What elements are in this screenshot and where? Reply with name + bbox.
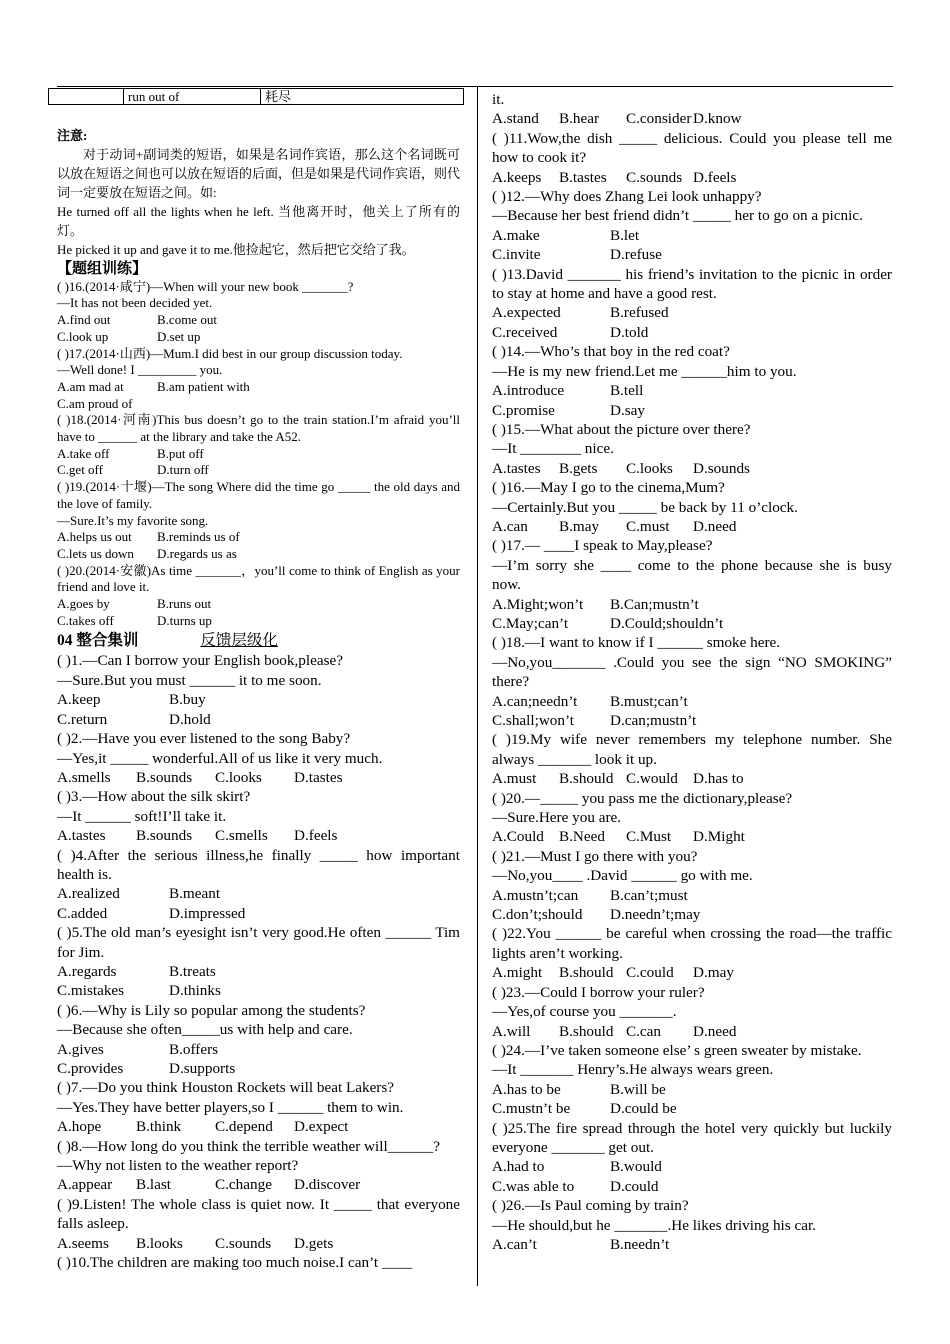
- question-text: —Because her best friend didn’t _____ her to go on a picnic.: [492, 207, 863, 225]
- question-text: ( )19.My wife never remembers my telephone number. She always _______ look it up.: [492, 731, 892, 768]
- answer-option: D.set up: [157, 328, 201, 344]
- question-item: [492, 789, 892, 847]
- option-row: [57, 312, 460, 329]
- answer-option: A.goes by: [57, 596, 110, 612]
- question-item: [57, 787, 460, 845]
- answer-option: B.will be: [610, 1080, 666, 1098]
- option-row: [57, 379, 460, 396]
- answer-option: A.appear: [57, 1176, 113, 1194]
- answer-option: A.tastes: [57, 827, 106, 845]
- question-item: [57, 729, 460, 787]
- answer-option: C.May;can’t: [492, 614, 569, 632]
- answer-option: C.must: [626, 517, 670, 535]
- question-text: ( )14.—Who’s that boy in the red coat?: [492, 343, 730, 361]
- note-body: 对于动词+副词类的短语，如果是名词作宾语，那么这个名词既可以放在短语之间也可以放在短语的后面，但是如果是代词作宾语，则代词一定要放在短语之间。如:: [57, 146, 461, 200]
- answer-option: B.last: [136, 1176, 172, 1194]
- answer-option: B.buy: [169, 691, 206, 709]
- question-text: ( )10.The children are making too much noise.I can’t ____: [57, 1254, 413, 1272]
- question-item: [492, 1119, 892, 1197]
- question-text: —Sure.It’s my favorite song.: [57, 512, 209, 528]
- option-row: [57, 546, 460, 563]
- answer-option: C.get off: [57, 462, 103, 478]
- answer-option: B.should: [559, 1022, 614, 1040]
- question-item: [57, 563, 460, 630]
- answer-option: D.know: [693, 110, 742, 128]
- question-text: —Because she often_____us with help and care.: [57, 1021, 353, 1039]
- answer-option: C.was able to: [492, 1177, 575, 1195]
- question-text: ( )5.The old man’s eyesight isn’t very good.He often ______ Tim for Jim.: [57, 924, 460, 961]
- option-row: [492, 459, 892, 478]
- question-text: ( )19.(2014·十堰)—The song Where did the time go _____ the old days and the love of family.: [57, 479, 460, 511]
- question-item: [492, 265, 892, 343]
- answer-option: D.refuse: [610, 246, 662, 264]
- question-item: [57, 412, 460, 479]
- option-row: [492, 827, 892, 846]
- answer-option: A.can: [492, 517, 528, 535]
- vocab-cell-en: run out of: [124, 89, 261, 105]
- option-row: [57, 329, 460, 346]
- option-row: [492, 1157, 892, 1176]
- answer-option: D.say: [610, 401, 646, 419]
- option-row: [57, 981, 460, 1000]
- question-text: ( )17.(2014·山西)—Mum.I did best in our group discussion today.: [57, 345, 403, 361]
- option-row: [57, 1234, 460, 1253]
- question-text: —Certainly.But you _____ be back by 11 o’clock.: [492, 498, 798, 516]
- answer-option: A.has to be: [492, 1080, 561, 1098]
- answer-option: D.turns up: [157, 612, 212, 628]
- vocab-cell-zh: 耗尽: [261, 89, 464, 105]
- option-row: [492, 1022, 892, 1041]
- answer-option: D.Might: [693, 828, 745, 846]
- question-text: ( )18.—I want to know if I ______ smoke here.: [492, 634, 781, 652]
- answer-option: D.supports: [169, 1060, 236, 1077]
- answer-option: D.can;mustn’t: [610, 712, 697, 729]
- answer-option: D.expect: [294, 1118, 349, 1136]
- group-question-list: [57, 279, 460, 630]
- answer-option: C.takes off: [57, 612, 114, 628]
- answer-option: B.Can;mustn’t: [610, 595, 699, 613]
- question-text: —Sure.But you must ______ it to me soon.: [57, 671, 322, 689]
- answer-option: B.think: [136, 1118, 182, 1136]
- answer-option: C.sounds: [215, 1234, 272, 1252]
- answer-option: D.has to: [693, 770, 744, 788]
- question-text: —Yes.They have better players,so I ______ them to win.: [57, 1098, 404, 1116]
- question-item: [492, 924, 892, 982]
- answer-option: B.gets: [559, 459, 598, 477]
- option-row: [57, 396, 460, 413]
- answer-option: A.keep: [57, 691, 101, 709]
- question-text: ( )11.Wow,the dish _____ delicious. Could you please tell me how to cook it?: [492, 129, 892, 167]
- option-row: [492, 245, 892, 264]
- answer-option: C.sounds: [626, 168, 683, 186]
- note-example-1: He turned off all the lights when he left. 当他离开时，他关上了所有的灯。: [57, 203, 460, 238]
- option-row: [492, 1099, 892, 1118]
- option-row: [57, 710, 460, 729]
- answer-option: B.looks: [136, 1234, 183, 1252]
- option-row: [57, 1117, 460, 1136]
- option-row: [492, 168, 892, 187]
- answer-option: A.hope: [57, 1118, 102, 1136]
- answer-option: B.put off: [157, 445, 204, 461]
- answer-option: D.told: [610, 323, 649, 341]
- answer-option: B.runs out: [157, 596, 212, 612]
- question-text: ( )26.—Is Paul coming by train?: [492, 1197, 689, 1215]
- option-row: [492, 323, 892, 342]
- answer-option: A.am mad at: [57, 378, 124, 394]
- answer-option: B.should: [559, 964, 614, 982]
- right-question-list: [492, 90, 892, 1254]
- question-text: —It _______ Henry’s.He always wears green.: [492, 1061, 774, 1079]
- answer-option: A.realized: [57, 885, 120, 903]
- answer-option: B.refused: [610, 304, 669, 322]
- question-text: ( )21.—Must I go there with you?: [492, 847, 698, 865]
- answer-option: C.would: [626, 770, 678, 788]
- answer-option: D.sounds: [693, 459, 750, 477]
- answer-option: C.added: [57, 904, 108, 922]
- answer-option: B.needn’t: [610, 1235, 670, 1253]
- answer-option: C.mustn’t be: [492, 1100, 571, 1118]
- answer-option: A.take off: [57, 445, 110, 461]
- question-text: —Well done! I _________ you.: [57, 362, 223, 378]
- answer-option: C.am proud of: [57, 395, 133, 411]
- answer-option: B.Need: [559, 828, 605, 846]
- answer-option: B.sounds: [136, 827, 193, 845]
- option-row: [492, 614, 892, 633]
- question-text: —I’m sorry she ____ come to the phone because she is busy now.: [492, 556, 892, 594]
- answer-option: D.feels: [294, 827, 338, 845]
- question-text: —It has not been decided yet.: [57, 295, 213, 311]
- answer-option: B.can’t;must: [610, 886, 688, 904]
- option-row: [492, 109, 892, 128]
- option-row: [492, 769, 892, 788]
- option-row: [57, 1059, 460, 1078]
- answer-option: C.return: [57, 710, 108, 728]
- question-item: [57, 923, 460, 1001]
- option-row: [492, 1235, 892, 1254]
- option-row: [492, 692, 892, 711]
- answer-option: A.might: [492, 964, 543, 982]
- option-row: [492, 595, 892, 614]
- question-item: [57, 346, 460, 413]
- answer-option: A.expected: [492, 304, 561, 322]
- answer-option: C.could: [626, 964, 674, 982]
- question-item: [57, 1078, 460, 1136]
- answer-option: C.looks: [215, 768, 262, 786]
- question-text: ( )17.— ____I speak to May,please?: [492, 537, 713, 555]
- answer-option: A.find out: [57, 312, 111, 328]
- answer-option: D.turn off: [157, 462, 209, 478]
- option-row: [492, 711, 892, 730]
- question-text: ( )13.David _______ his friend’s invitation to the picnic in order to stay at home and have a good rest.: [492, 265, 892, 303]
- answer-option: B.treats: [169, 962, 216, 980]
- question-text: ( )4.After the serious illness,he finally _____ how important health is.: [57, 846, 460, 883]
- answer-option: B.meant: [169, 885, 221, 903]
- option-row: [57, 446, 460, 463]
- option-row: [492, 226, 892, 245]
- answer-option: D.tastes: [294, 768, 343, 786]
- question-item: [492, 1041, 892, 1119]
- left-column: [57, 90, 460, 1272]
- answer-option: A.must: [492, 770, 537, 788]
- answer-option: A.introduce: [492, 382, 565, 400]
- question-text: ( )20.(2014·安徽)As time _______，you’ll come to think of English as your friend and love it.: [57, 562, 460, 595]
- answer-option: A.Might;won’t: [492, 595, 584, 613]
- answer-option: C.depend: [215, 1118, 273, 1136]
- section2-title: 04 整合集训: [57, 632, 139, 650]
- answer-option: A.gives: [57, 1040, 104, 1058]
- question-text: ( )22.You ______ be careful when crossing the road—the traffic lights aren’t working.: [492, 925, 892, 962]
- answer-option: B.tastes: [559, 168, 607, 186]
- question-item: [57, 1137, 460, 1195]
- question-text: ( )1.—Can I borrow your English book,please?: [57, 652, 343, 670]
- section-title-integrated: [57, 631, 460, 651]
- question-item: [492, 478, 892, 536]
- answer-option: C.can: [626, 1022, 662, 1040]
- answer-option: B.let: [610, 226, 640, 244]
- answer-option: A.seems: [57, 1234, 109, 1252]
- section2-feedback: 反馈层级化: [200, 632, 278, 650]
- answer-option: B.come out: [157, 312, 217, 328]
- question-item: [57, 651, 460, 729]
- answer-option: D.regards us as: [157, 545, 237, 561]
- top-rule: [57, 86, 893, 87]
- answer-option: B.hear: [559, 110, 600, 128]
- option-row: [57, 904, 460, 923]
- answer-option: A.had to: [492, 1158, 545, 1176]
- question-text: ( )24.—I’ve taken someone else’ s green sweater by mistake.: [492, 1041, 862, 1059]
- question-text: ( )3.—How about the silk skirt?: [57, 788, 251, 806]
- question-text: ( )18.(2014·河南)This bus doesn’t go to the train station.I’m afraid you’ll have to ______ at the library and take the A52.: [57, 412, 460, 445]
- option-row: [57, 529, 460, 546]
- option-row: [492, 1080, 892, 1099]
- answer-option: B.sounds: [136, 768, 193, 786]
- answer-option: D.thinks: [169, 982, 221, 1000]
- answer-option: A.stand: [492, 110, 539, 128]
- answer-option: C.lets us down: [57, 545, 134, 561]
- answer-option: B.must;can’t: [610, 692, 688, 710]
- question-text: ( )16.(2014·咸宁)—When will your new book _______?: [57, 278, 354, 294]
- question-item: [492, 187, 892, 265]
- answer-option: C.provides: [57, 1060, 124, 1077]
- answer-option: A.mustn’t;can: [492, 886, 579, 904]
- answer-option: D.discover: [294, 1176, 361, 1194]
- answer-option: A.can’t: [492, 1235, 537, 1253]
- question-item: [492, 633, 892, 730]
- question-text: ( )23.—Could I borrow your ruler?: [492, 983, 705, 1001]
- answer-option: C.change: [215, 1176, 272, 1194]
- answer-option: C.received: [492, 323, 558, 341]
- question-text: —Yes,of course you _______.: [492, 1003, 677, 1021]
- answer-option: B.should: [559, 770, 614, 788]
- question-text: ( )8.—How long do you think the terrible weather will______?: [57, 1137, 440, 1155]
- question-item: [57, 1001, 460, 1079]
- question-text: —It ______ soft!I’ll take it.: [57, 807, 227, 825]
- answer-option: C.mistakes: [57, 982, 125, 1000]
- question-text: —He should,but he _______.He likes driving his car.: [492, 1216, 816, 1234]
- question-item: [492, 129, 892, 187]
- question-item: [492, 847, 892, 925]
- answer-option: A.tastes: [492, 459, 541, 477]
- option-row: [492, 886, 892, 905]
- option-row: [57, 884, 460, 903]
- question-text: —It ________ nice.: [492, 440, 614, 458]
- note-example-2: He picked it up and gave it to me.他捡起它，然后把它交给了我。: [57, 241, 415, 257]
- answer-option: D.may: [693, 964, 734, 982]
- note-block: [57, 128, 460, 259]
- option-row: [57, 768, 460, 787]
- option-row: [57, 1175, 460, 1194]
- section-title-group-training: 【题组训练】: [57, 260, 148, 277]
- question-text: ( )12.—Why does Zhang Lei look unhappy?: [492, 188, 762, 206]
- question-item: [57, 846, 460, 924]
- question-item: [492, 90, 892, 129]
- question-item: [57, 1253, 460, 1272]
- answer-option: D.gets: [294, 1234, 334, 1252]
- question-text: ( )20.—_____ you pass me the dictionary,please?: [492, 789, 793, 807]
- answer-option: B.reminds us of: [157, 529, 240, 545]
- answer-option: A.smells: [57, 768, 111, 786]
- option-row: [57, 826, 460, 845]
- column-divider: [477, 86, 478, 1286]
- answer-option: C.looks: [626, 459, 673, 477]
- question-item: [57, 279, 460, 346]
- answer-option: C.don’t;should: [492, 906, 583, 924]
- answer-option: D.could: [610, 1177, 659, 1195]
- option-row: [57, 596, 460, 613]
- answer-option: C.look up: [57, 328, 109, 344]
- answer-option: D.needn’t;may: [610, 906, 701, 924]
- question-text: ( )9.Listen! The whole class is quiet now. It _____ that everyone falls asleep.: [57, 1195, 460, 1233]
- option-row: [492, 1177, 892, 1196]
- option-row: [57, 1040, 460, 1059]
- option-row: [492, 381, 892, 400]
- question-item: [492, 420, 892, 478]
- answer-option: C.invite: [492, 246, 541, 264]
- answer-option: C.shall;won’t: [492, 712, 574, 729]
- option-row: [492, 401, 892, 420]
- note-title: 注意:: [57, 128, 88, 143]
- question-text: —Why not listen to the weather report?: [57, 1157, 299, 1175]
- question-text: ( )7.—Do you think Houston Rockets will beat Lakers?: [57, 1079, 395, 1097]
- option-row: [57, 962, 460, 981]
- answer-option: B.tell: [610, 382, 644, 400]
- answer-option: A.make: [492, 226, 540, 244]
- question-text: ( )15.—What about the picture over there?: [492, 420, 751, 438]
- answer-option: B.may: [559, 517, 600, 535]
- option-row: [57, 690, 460, 709]
- question-item: [492, 342, 892, 420]
- answer-option: D.feels: [693, 168, 737, 186]
- question-item: [57, 479, 460, 563]
- option-row: [492, 905, 892, 924]
- option-row: [57, 613, 460, 630]
- question-item: [57, 1195, 460, 1253]
- answer-option: A.keeps: [492, 168, 542, 186]
- answer-option: C.promise: [492, 401, 555, 419]
- option-row: [492, 963, 892, 982]
- question-item: [492, 536, 892, 633]
- answer-option: A.Could: [492, 828, 544, 846]
- question-text: —No,you____ .David ______ go with me.: [492, 867, 753, 885]
- question-text: it.: [492, 91, 505, 108]
- option-row: [492, 517, 892, 536]
- question-text: —No,you_______ .Could you see the sign “NO SMOKING” there?: [492, 653, 892, 691]
- answer-option: D.Could;shouldn’t: [610, 614, 724, 632]
- answer-option: B.am patient with: [157, 378, 250, 394]
- option-row: [57, 462, 460, 479]
- question-item: [492, 730, 892, 788]
- question-item: [492, 983, 892, 1041]
- question-text: —Sure.Here you are.: [492, 809, 622, 827]
- answer-option: B.would: [610, 1158, 662, 1176]
- answer-option: B.offers: [169, 1040, 219, 1058]
- answer-option: A.will: [492, 1022, 531, 1040]
- answer-option: A.regards: [57, 962, 117, 980]
- answer-option: C.Must: [626, 828, 672, 846]
- question-text: ( )6.—Why is Lily so popular among the students?: [57, 1001, 366, 1019]
- answer-option: A.can;needn’t: [492, 692, 578, 710]
- answer-option: D.hold: [169, 710, 211, 728]
- question-text: ( )25.The fire spread through the hotel very quickly but luckily everyone _______ get out.: [492, 1119, 892, 1156]
- answer-option: C.smells: [215, 827, 268, 845]
- answer-option: D.need: [693, 517, 737, 535]
- right-column: [492, 90, 892, 1254]
- answer-option: D.impressed: [169, 904, 246, 922]
- question-text: —He is my new friend.Let me ______him to you.: [492, 362, 797, 380]
- question-text: ( )16.—May I go to the cinema,Mum?: [492, 479, 725, 497]
- left-question-list: [57, 651, 460, 1272]
- answer-option: D.need: [693, 1022, 737, 1040]
- answer-option: C.consider: [626, 110, 692, 128]
- answer-option: A.helps us out: [57, 529, 132, 545]
- answer-option: D.could be: [610, 1100, 677, 1118]
- question-text: ( )2.—Have you ever listened to the song Baby?: [57, 730, 351, 748]
- question-text: —Yes,it _____ wonderful.All of us like it very much.: [57, 749, 383, 767]
- question-item: [492, 1196, 892, 1254]
- option-row: [492, 303, 892, 322]
